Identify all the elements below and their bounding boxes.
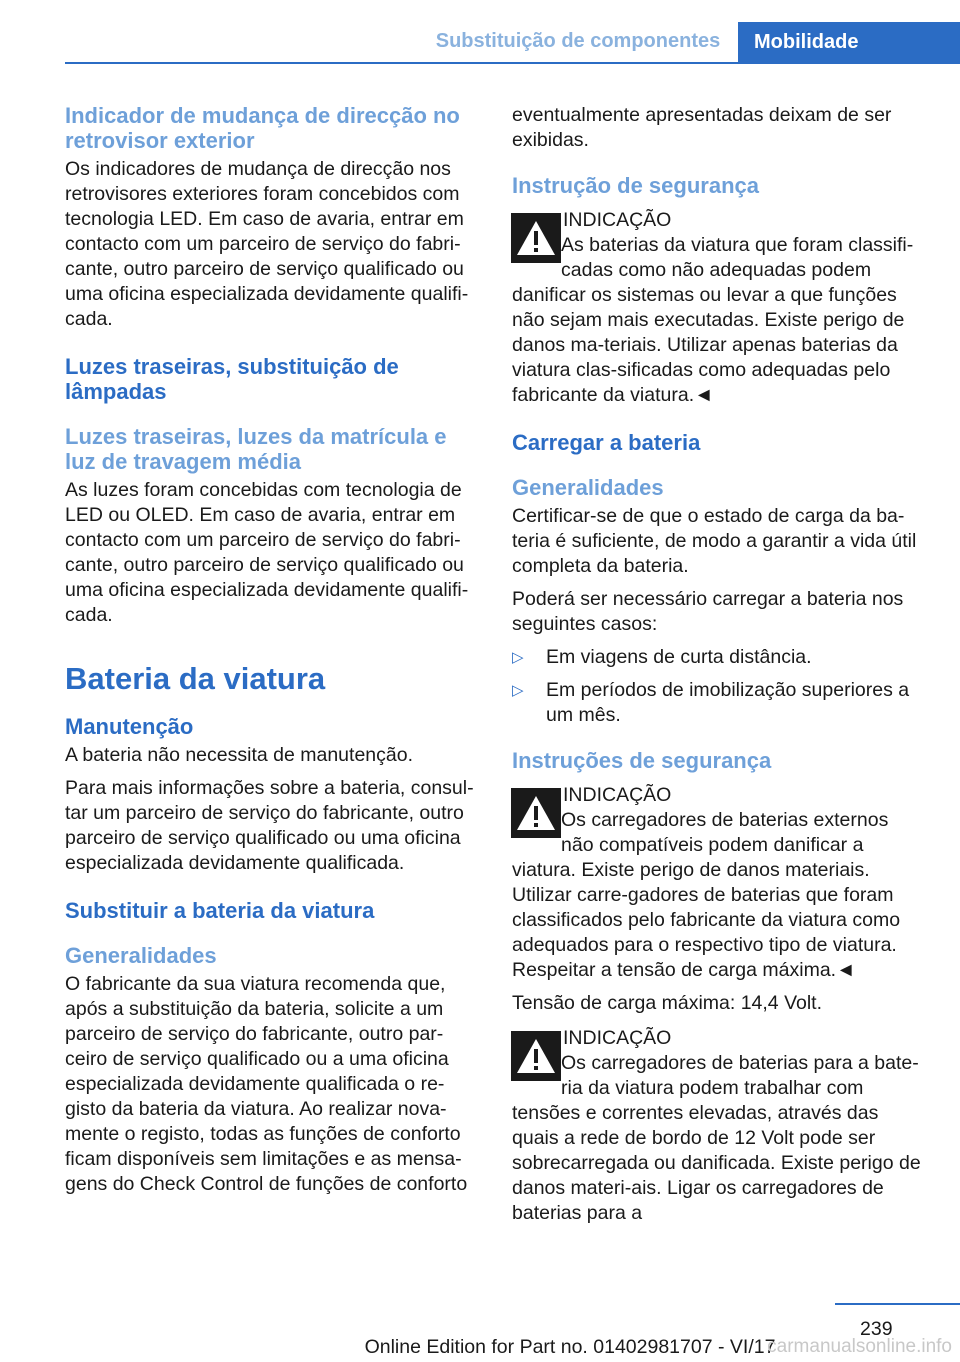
heading-safety-instructions: Instruções de segurança — [512, 748, 772, 773]
left-column — [65, 103, 479, 1205]
section-title: Substituição de componentes — [435, 30, 721, 52]
heading-maintenance: Manutenção — [65, 714, 194, 739]
heading-mirror-indicator: Indicador de mudança de direcção no retrovisor exterior — [65, 103, 460, 153]
triangle-bullet-icon: ▷ — [512, 649, 524, 666]
right-column — [512, 103, 926, 1234]
warning-icon — [511, 213, 561, 263]
watermark: carmanualsonline.info — [767, 1336, 952, 1357]
paragraph-charge-1: Certificar-se de que o estado de carga da ba‐teria é suficiente, de modo a garantir a vida útil completa da bateria. — [512, 505, 917, 577]
bullet-list — [512, 645, 926, 728]
paragraph-maintenance-2: Para mais informações sobre a bateria, consul‐tar um parceiro de serviço do fabricante, outro parceiro de serviço qualificado ou uma oficina especializada devidamente qualificada. — [65, 777, 474, 874]
paragraph-mirror-indicator: Os indicadores de mudança de direcção nos retrovisores exteriores foram concebidos com tecnologia LED. Em caso de avaria, entrar em contacto com um parceiro de serviço do fabri‐cante, outro parceiro de serviço qualificado ou uma oficina especializada devidamente qualifi‐cada. — [65, 158, 469, 330]
heading-tail-lights: Luzes traseiras, substituição de lâmpadas — [65, 354, 399, 404]
triangle-bullet-icon: ▷ — [512, 682, 524, 699]
paragraph-continued: eventualmente apresentadas deixam de ser exibidas. — [512, 104, 892, 151]
paragraph-general-replace: O fabricante da sua viatura recomenda que, após a substituição da bateria, solicite a um parceiro de serviço do fabricante, outro par‐ceiro de serviço qualificado ou a uma oficina especializada devidamente qualificada o re‐gisto da bateria da viatura. Ao realizar nova‐mente o registo, todas as funções de conforto ficam disponíveis sem limitações e as mensa‐gens do Check Control de funções de conforto — [65, 973, 468, 1195]
heading-general-charge: Generalidades — [512, 475, 664, 500]
warning-icon — [511, 788, 561, 838]
note-title: INDICAÇÃO — [563, 784, 672, 806]
footer-edition: Online Edition for Part no. 01402981707 - VI/17 — [364, 1336, 776, 1358]
note-text: Os carregadores de baterias externos não compatíveis podem danificar a viatura. Existe perigo de danos materiais. Utilizar carre‐gadores de baterias que foram classificados pelo fabricante da viatura como adequados para o respectivo tipo de viatura. Respeitar a tensão de carga máxima.◄ — [512, 809, 901, 981]
list-item: ▷ Em viagens de curta distância. — [512, 646, 812, 668]
heading-battery: Bateria da viatura — [65, 661, 326, 696]
footer-rule — [835, 1303, 960, 1305]
paragraph-charge-2: Poderá ser necessário carregar a bateria nos seguintes casos: — [512, 588, 904, 635]
list-item: ▷ Em períodos de imobilização superiores a um mês. — [512, 679, 910, 726]
warning-note-1 — [512, 208, 926, 408]
heading-general-replace: Generalidades — [65, 943, 217, 968]
heading-charge-battery: Carregar a bateria — [512, 430, 701, 455]
paragraph-tail-lights: As luzes foram concebidas com tecnologia de LED ou OLED. Em caso de avaria, entrar em contacto com um parceiro de serviço do fabri‐cante, outro parceiro de serviço qualificado ou uma oficina especializada devidamente qualifi‐cada. — [65, 479, 469, 626]
warning-note-2 — [512, 783, 926, 983]
heading-safety-instruction: Instrução de segurança — [512, 173, 759, 198]
warning-note-3 — [512, 1026, 926, 1226]
heading-tail-lights-led: Luzes traseiras, luzes da matrícula e luz de travagem média — [65, 424, 447, 474]
page-header — [0, 0, 960, 62]
header-rule — [65, 62, 960, 64]
paragraph-maintenance-1: A bateria não necessita de manutenção. — [65, 744, 413, 766]
note-text: As baterias da viatura que foram classifi‐cadas como não adequadas podem danificar os sistemas ou levar a que funções não sejam mais executadas. Existe perigo de danos ma‐teriais. Utilizar apenas baterias da viatura clas‐sificadas como adequadas pelo fabricante da viatura.◄ — [512, 234, 914, 406]
paragraph-voltage: Tensão de carga máxima: 14,4 Volt. — [512, 992, 823, 1014]
note-title: INDICAÇÃO — [563, 209, 672, 231]
page-number: 239 — [860, 1318, 893, 1340]
note-text: Os carregadores de baterias para a bate‐ria da viatura podem trabalhar com tensões e correntes elevadas, através das quais a rede de bordo de 12 Volt pode ser sobrecarregada ou danificada. Existe perigo de danos materi‐ais. Ligar os carregadores de baterias para a — [512, 1052, 921, 1224]
chapter-tab[interactable]: Mobilidade — [738, 22, 960, 62]
warning-icon — [511, 1031, 561, 1081]
note-title: INDICAÇÃO — [563, 1027, 672, 1049]
heading-replace-battery: Substituir a bateria da viatura — [65, 898, 375, 923]
